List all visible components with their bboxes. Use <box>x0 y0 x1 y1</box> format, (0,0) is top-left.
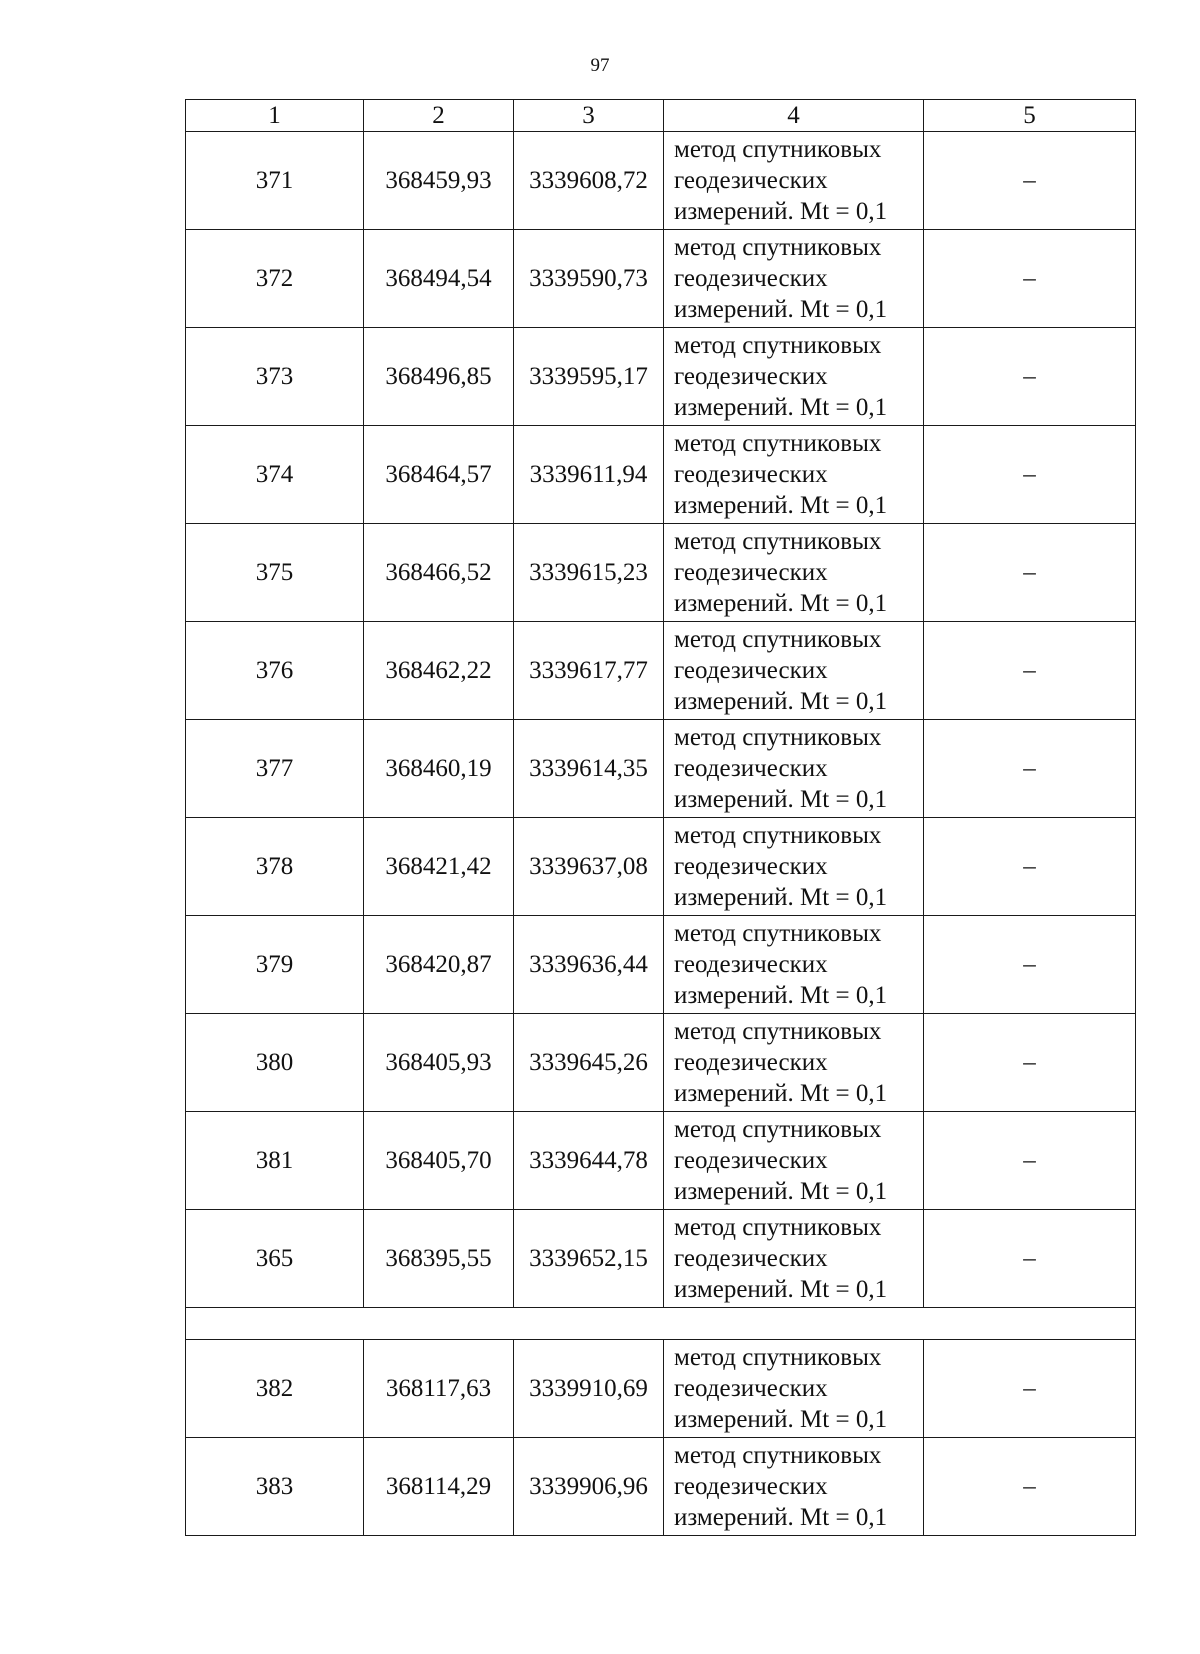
method-line: геодезических <box>674 1147 828 1174</box>
y-coordinate-cell: 3339608,72 <box>514 132 664 230</box>
note-cell: – <box>924 524 1136 622</box>
note-cell: – <box>924 916 1136 1014</box>
method-cell <box>664 230 924 328</box>
note-cell: – <box>924 1210 1136 1308</box>
method-line: геодезических <box>674 1049 828 1076</box>
separator-row <box>186 1308 1136 1340</box>
note-cell: – <box>924 1438 1136 1536</box>
note-cell: – <box>924 426 1136 524</box>
method-line: измерений. Mt = 0,1 <box>674 590 888 617</box>
method-line: геодезических <box>674 1245 828 1272</box>
method-line: измерений. Mt = 0,1 <box>674 394 888 421</box>
note-cell: – <box>924 720 1136 818</box>
table-row <box>186 1438 1136 1536</box>
method-line: геодезических <box>674 559 828 586</box>
x-coordinate-cell: 368114,29 <box>364 1438 514 1536</box>
note-cell: – <box>924 132 1136 230</box>
point-number-cell: 372 <box>186 230 364 328</box>
table-body <box>186 100 1136 1536</box>
method-line: метод спутниковых <box>674 136 882 163</box>
method-line: измерений. Mt = 0,1 <box>674 982 888 1009</box>
method-line: измерений. Mt = 0,1 <box>674 198 888 225</box>
method-line: геодезических <box>674 265 828 292</box>
method-cell <box>664 1438 924 1536</box>
method-cell <box>664 720 924 818</box>
note-cell: – <box>924 1340 1136 1438</box>
note-cell: – <box>924 818 1136 916</box>
y-coordinate-cell: 3339645,26 <box>514 1014 664 1112</box>
x-coordinate-cell: 368395,55 <box>364 1210 514 1308</box>
point-number-cell: 380 <box>186 1014 364 1112</box>
point-number-cell: 371 <box>186 132 364 230</box>
method-line: измерений. Mt = 0,1 <box>674 1080 888 1107</box>
method-line: метод спутниковых <box>674 1442 882 1469</box>
method-line: геодезических <box>674 951 828 978</box>
point-number-cell: 375 <box>186 524 364 622</box>
separator-cell <box>186 1308 1136 1340</box>
y-coordinate-cell: 3339644,78 <box>514 1112 664 1210</box>
x-coordinate-cell: 368462,22 <box>364 622 514 720</box>
method-cell <box>664 524 924 622</box>
note-cell: – <box>924 1112 1136 1210</box>
method-line: измерений. Mt = 0,1 <box>674 296 888 323</box>
method-line: геодезических <box>674 853 828 880</box>
y-coordinate-cell: 3339595,17 <box>514 328 664 426</box>
y-coordinate-cell: 3339637,08 <box>514 818 664 916</box>
table-row <box>186 916 1136 1014</box>
method-line: метод спутниковых <box>674 1344 882 1371</box>
header-cell-2: 2 <box>364 100 514 132</box>
header-row <box>186 100 1136 132</box>
x-coordinate-cell: 368496,85 <box>364 328 514 426</box>
method-cell <box>664 426 924 524</box>
method-cell <box>664 916 924 1014</box>
method-line: измерений. Mt = 0,1 <box>674 1504 888 1531</box>
note-cell: – <box>924 622 1136 720</box>
x-coordinate-cell: 368459,93 <box>364 132 514 230</box>
method-line: метод спутниковых <box>674 724 882 751</box>
method-line: метод спутниковых <box>674 430 882 457</box>
method-cell <box>664 328 924 426</box>
y-coordinate-cell: 3339615,23 <box>514 524 664 622</box>
method-cell <box>664 1014 924 1112</box>
point-number-cell: 382 <box>186 1340 364 1438</box>
x-coordinate-cell: 368117,63 <box>364 1340 514 1438</box>
coordinates-table <box>185 99 1136 1536</box>
method-line: метод спутниковых <box>674 1214 882 1241</box>
x-coordinate-cell: 368494,54 <box>364 230 514 328</box>
note-cell: – <box>924 230 1136 328</box>
method-cell <box>664 818 924 916</box>
header-cell-5: 5 <box>924 100 1136 132</box>
method-line: геодезических <box>674 167 828 194</box>
method-line: метод спутниковых <box>674 920 882 947</box>
method-line: измерений. Mt = 0,1 <box>674 884 888 911</box>
method-line: измерений. Mt = 0,1 <box>674 1406 888 1433</box>
method-cell <box>664 1112 924 1210</box>
method-line: метод спутниковых <box>674 332 882 359</box>
x-coordinate-cell: 368466,52 <box>364 524 514 622</box>
y-coordinate-cell: 3339611,94 <box>514 426 664 524</box>
table-row <box>186 1210 1136 1308</box>
method-cell <box>664 1340 924 1438</box>
method-line: метод спутниковых <box>674 234 882 261</box>
x-coordinate-cell: 368405,93 <box>364 1014 514 1112</box>
table-row <box>186 720 1136 818</box>
method-line: метод спутниковых <box>674 626 882 653</box>
point-number-cell: 373 <box>186 328 364 426</box>
table-row <box>186 426 1136 524</box>
method-cell <box>664 622 924 720</box>
x-coordinate-cell: 368405,70 <box>364 1112 514 1210</box>
table-row <box>186 230 1136 328</box>
method-line: измерений. Mt = 0,1 <box>674 688 888 715</box>
method-line: метод спутниковых <box>674 528 882 555</box>
y-coordinate-cell: 3339906,96 <box>514 1438 664 1536</box>
page-number: 97 <box>590 55 610 76</box>
method-line: измерений. Mt = 0,1 <box>674 786 888 813</box>
method-line: геодезических <box>674 1473 828 1500</box>
y-coordinate-cell: 3339590,73 <box>514 230 664 328</box>
header-cell-3: 3 <box>514 100 664 132</box>
table-row <box>186 328 1136 426</box>
table-row <box>186 1340 1136 1438</box>
method-cell <box>664 132 924 230</box>
method-line: измерений. Mt = 0,1 <box>674 1178 888 1205</box>
method-line: измерений. Mt = 0,1 <box>674 492 888 519</box>
table-row <box>186 132 1136 230</box>
method-line: метод спутниковых <box>674 1018 882 1045</box>
y-coordinate-cell: 3339617,77 <box>514 622 664 720</box>
point-number-cell: 379 <box>186 916 364 1014</box>
x-coordinate-cell: 368460,19 <box>364 720 514 818</box>
table-row <box>186 1112 1136 1210</box>
y-coordinate-cell: 3339652,15 <box>514 1210 664 1308</box>
point-number-cell: 383 <box>186 1438 364 1536</box>
note-cell: – <box>924 328 1136 426</box>
table-row <box>186 622 1136 720</box>
method-line: геодезических <box>674 461 828 488</box>
point-number-cell: 374 <box>186 426 364 524</box>
x-coordinate-cell: 368420,87 <box>364 916 514 1014</box>
method-line: метод спутниковых <box>674 822 882 849</box>
table-row <box>186 524 1136 622</box>
method-line: метод спутниковых <box>674 1116 882 1143</box>
y-coordinate-cell: 3339910,69 <box>514 1340 664 1438</box>
table-row <box>186 818 1136 916</box>
x-coordinate-cell: 368421,42 <box>364 818 514 916</box>
note-cell: – <box>924 1014 1136 1112</box>
method-cell <box>664 1210 924 1308</box>
point-number-cell: 381 <box>186 1112 364 1210</box>
y-coordinate-cell: 3339636,44 <box>514 916 664 1014</box>
table-row <box>186 1014 1136 1112</box>
point-number-cell: 376 <box>186 622 364 720</box>
header-cell-1: 1 <box>186 100 364 132</box>
y-coordinate-cell: 3339614,35 <box>514 720 664 818</box>
point-number-cell: 377 <box>186 720 364 818</box>
x-coordinate-cell: 368464,57 <box>364 426 514 524</box>
point-number-cell: 378 <box>186 818 364 916</box>
method-line: измерений. Mt = 0,1 <box>674 1276 888 1303</box>
header-cell-4: 4 <box>664 100 924 132</box>
method-line: геодезических <box>674 363 828 390</box>
method-line: геодезических <box>674 1375 828 1402</box>
method-line: геодезических <box>674 657 828 684</box>
point-number-cell: 365 <box>186 1210 364 1308</box>
method-line: геодезических <box>674 755 828 782</box>
